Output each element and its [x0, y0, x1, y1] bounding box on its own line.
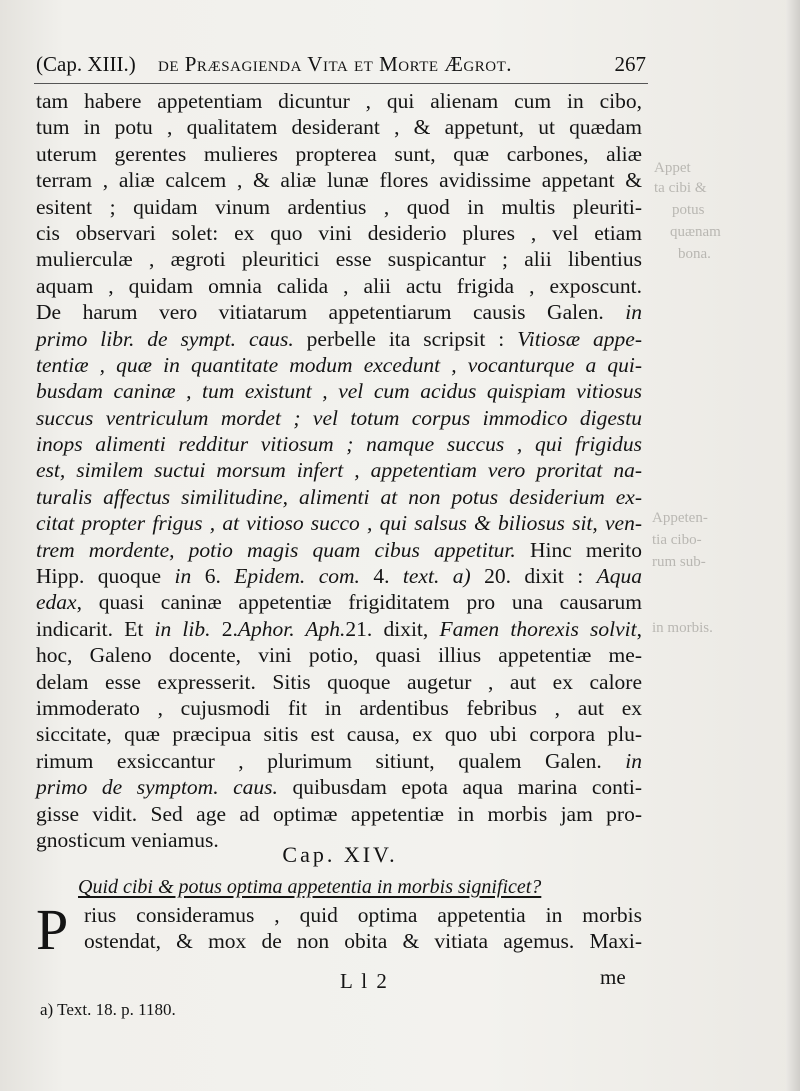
roman-text: immoderato , cujusmodi fit in ardentibus febribus , aut ex: [36, 695, 642, 720]
text-line: [36, 616, 642, 642]
italic-text: in: [625, 748, 642, 773]
text-line: [36, 220, 642, 246]
roman-text: Hinc merito: [515, 537, 642, 562]
text-line: [36, 194, 642, 220]
text-line: [36, 589, 642, 615]
text-line: [36, 642, 642, 668]
roman-text: 21. dixit,: [345, 616, 440, 641]
roman-text: 20. dixit :: [470, 564, 597, 589]
roman-text: 2.: [210, 616, 238, 641]
italic-text: in lib.: [154, 616, 211, 641]
bleed-through-margin: Appet ta cibi & potus quænam bona. Appeten- tia cibo- rum sub- in morbis.: [652, 160, 721, 636]
text-line: [36, 299, 642, 325]
signature-mark: L l 2: [340, 969, 389, 993]
roman-text: ,: [636, 616, 642, 641]
page-number: 267: [614, 52, 646, 76]
text-line: [36, 695, 642, 721]
italic-text: Epidem. com.: [234, 564, 360, 589]
paragraph-line: ostendat, & mox de non obita & vitiata agemus. Maxi-: [84, 929, 642, 953]
text-line: [36, 431, 642, 457]
roman-text: , quasi caninæ appetentiæ frigiditatem pro una causarum: [76, 590, 642, 615]
roman-text: perbelle ita scripsit :: [293, 326, 518, 351]
text-line: [36, 141, 642, 167]
text-line: [36, 352, 642, 378]
running-header: [36, 48, 646, 84]
italic-text: succus ventriculum mordet ; vel totum corpus immodico digestu: [36, 405, 642, 430]
italic-text: inops alimenti redditur vitiosum ; namque succus , qui frigidus: [36, 432, 642, 457]
paragraph-line: rius consideramus , quid optima appetentia in morbis: [84, 903, 642, 927]
roman-text: cis observari solet: ex quo vini desiderio plures , vel etiam: [36, 220, 642, 245]
roman-text: hoc, Galeno docente, vini potio, quasi illius appetentiæ me-: [36, 643, 642, 668]
roman-text: 6.: [191, 564, 235, 589]
italic-text: in: [174, 564, 192, 589]
text-line: [36, 563, 642, 589]
roman-text: mulierculæ , ægroti pleuritici esse suspicantur ; alii libentius: [36, 247, 642, 272]
italic-text: edax: [36, 590, 77, 615]
text-line: [36, 484, 642, 510]
text-line: [36, 748, 642, 774]
text-line: [36, 246, 642, 272]
roman-text: gisse vidit. Sed age ad optimæ appetentiæ in morbis jam pro-: [36, 801, 642, 826]
italic-text: primo libr. de sympt. caus.: [36, 326, 294, 351]
roman-text: delam esse expresserit. Sitis quoque augetur , aut ex calore: [36, 669, 642, 694]
roman-text: Hipp. quoque: [36, 564, 175, 589]
roman-text: 4.: [359, 564, 403, 589]
roman-text: esitent ; quidam vinum ardentius , quod in multis pleuriti-: [36, 194, 642, 219]
chapter-subtitle: Quid cibi & potus optima appetentia in morbis significet?: [78, 876, 542, 898]
roman-text: aquam , quidam omnia calida , alii actu frigida , exposcunt.: [36, 273, 642, 298]
chapter-heading: Cap. XIV.: [282, 842, 398, 867]
roman-text: terram , aliæ calcem , & aliæ lunæ flores avidissime appetant &: [36, 168, 642, 193]
italic-text: tentiæ , quæ in quantitate modum excedunt , vocanturque a qui-: [36, 352, 642, 377]
text-line: [36, 721, 642, 747]
catchword: me: [600, 965, 626, 989]
text-line: [36, 801, 642, 827]
text-line: [36, 537, 642, 563]
text-line: [36, 405, 642, 431]
roman-text: tum in potu , qualitatem desiderant , & appetunt, ut quædam: [36, 115, 642, 140]
italic-text: Aphor. Aph.: [237, 616, 346, 641]
footnote: a) Text. 18. p. 1180.: [40, 1000, 176, 1019]
text-line: [36, 273, 642, 299]
italic-text: primo de symptom. caus.: [36, 775, 278, 800]
body-paragraph: [36, 88, 642, 853]
text-line: [36, 457, 642, 483]
text-line: [36, 88, 642, 114]
italic-text: trem mordente, potio magis quam cibus appetitur.: [36, 537, 516, 562]
chapter-paragraph: [36, 897, 642, 962]
roman-text: quibusdam epota aqua marina conti-: [277, 775, 642, 800]
text-line: [36, 167, 642, 193]
text-line: [36, 669, 642, 695]
text-line: [36, 774, 642, 800]
italic-text: Famen thorexis solvit: [439, 616, 637, 641]
header-chapter-ref: (Cap. XIII.): [36, 52, 136, 76]
header-title: de Præsagienda Vita et Morte Ægrot.: [158, 52, 513, 76]
italic-text: in: [625, 300, 642, 325]
roman-text: rimum exsiccantur , plurimum sitiunt, qualem Galen.: [36, 748, 626, 773]
text-line: [36, 114, 642, 140]
italic-text: est, similem suctui morsum infert , appetentiam vero proritat na-: [36, 458, 642, 483]
italic-text: text. a): [402, 564, 471, 589]
header-rule: [34, 83, 648, 84]
roman-text: gnosticum veniamus.: [36, 827, 219, 852]
italic-text: busdam caninæ , tum existunt , vel cum acidus quispiam vitiosus: [36, 379, 642, 404]
text-line: [36, 510, 642, 536]
roman-text: indicarit. Et: [36, 616, 155, 641]
italic-text: turalis affectus similitudine, alimenti at non potus desiderium ex-: [36, 484, 642, 509]
page-edge-shadow: [786, 0, 800, 1091]
drop-cap: P: [36, 897, 69, 962]
roman-text: siccitate, quæ præcipua sitis est causa, ex quo ubi corpora plu-: [36, 722, 642, 747]
roman-text: De harum vero vitiatarum appetentiarum causis Galen.: [36, 300, 626, 325]
italic-text: citat propter frigus , at vitioso succo , qui salsus & biliosus sit, ven-: [36, 511, 642, 536]
text-line: [36, 378, 642, 404]
text-line: [36, 326, 642, 352]
roman-text: tam habere appetentiam dicuntur , qui alienam cum in cibo,: [36, 89, 642, 113]
italic-text: Aqua: [596, 564, 643, 589]
roman-text: uterum gerentes mulieres propterea sunt, quæ carbones, aliæ: [36, 141, 642, 166]
italic-text: Vitiosæ appe-: [517, 326, 642, 351]
